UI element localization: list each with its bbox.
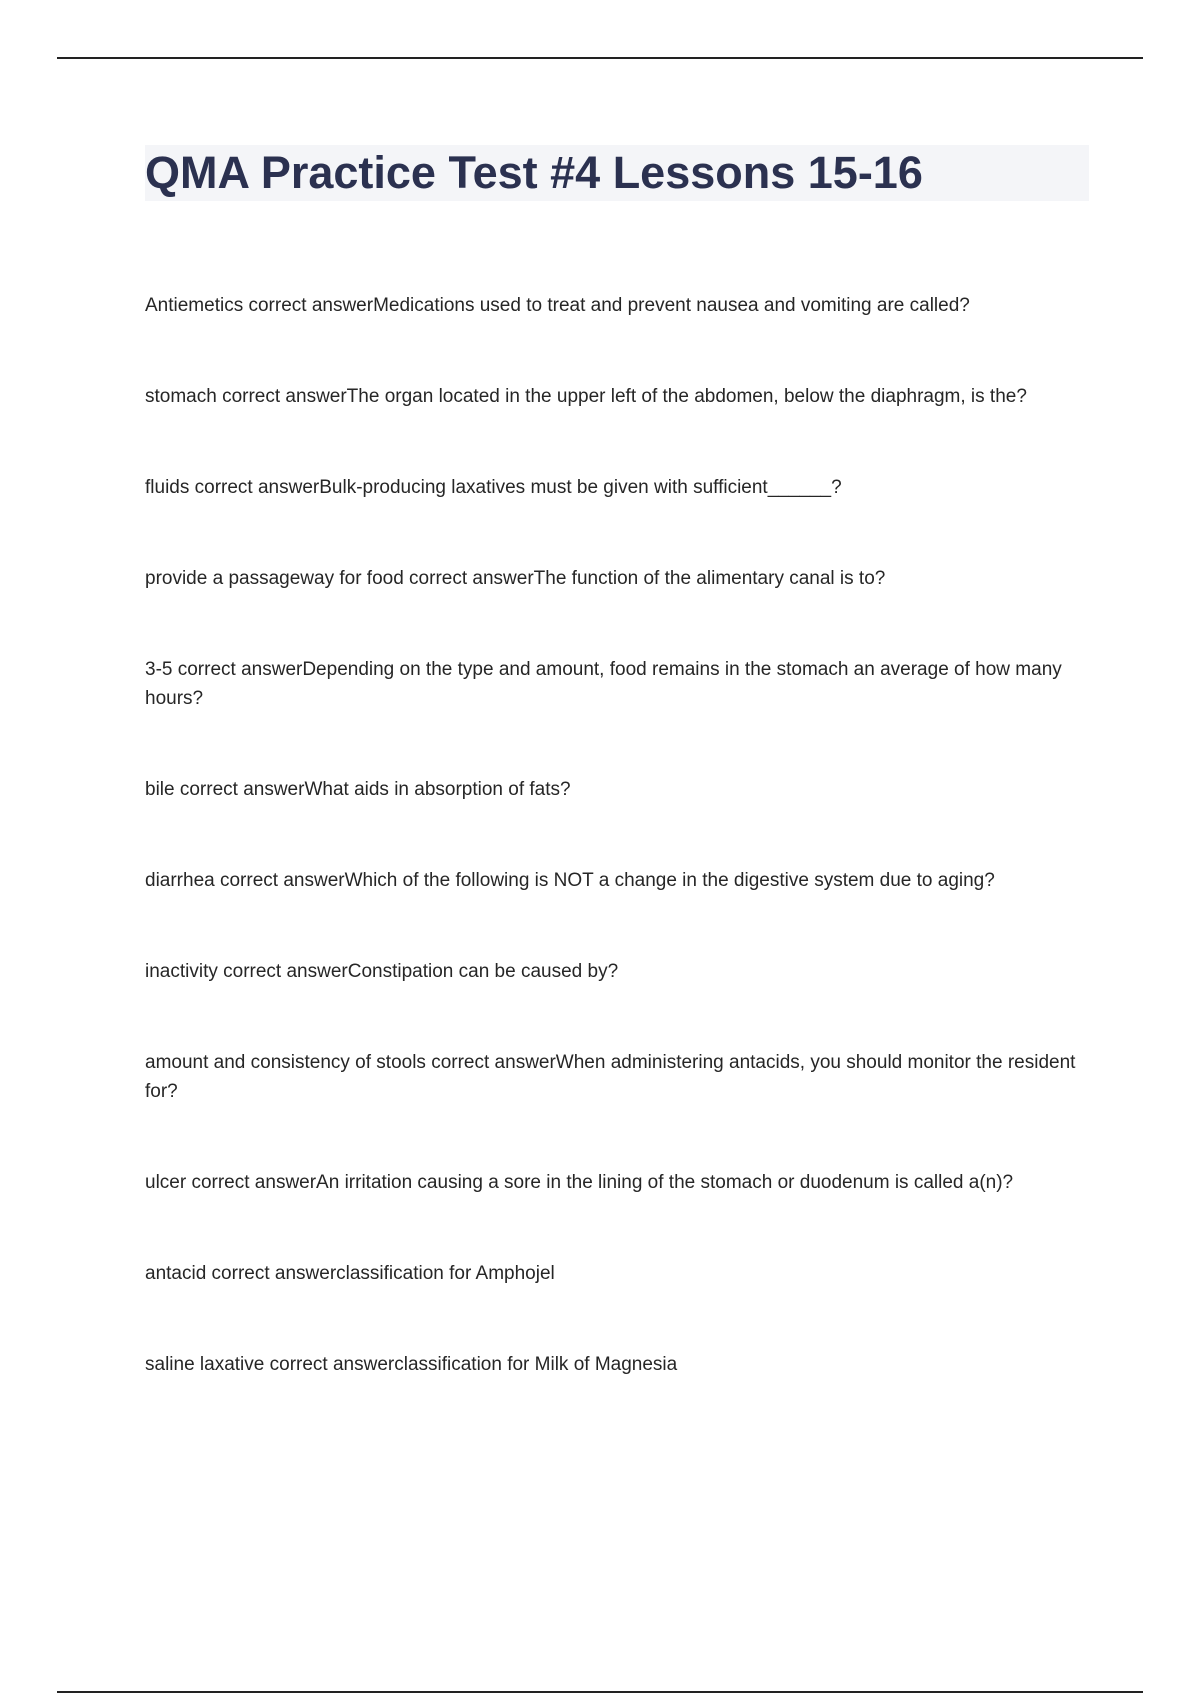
qa-item: bile correct answerWhat aids in absorption of fats? xyxy=(145,779,571,800)
qa-item: antacid correct answerclassification for Amphojel xyxy=(145,1263,555,1284)
qa-item: ulcer correct answerAn irritation causing a sore in the lining of the stomach or duodenum is called a(n)? xyxy=(145,1172,1014,1193)
qa-item: Antiemetics correct answerMedications used to treat and prevent nausea and vomiting are called? xyxy=(145,295,970,316)
header-rule xyxy=(57,57,1143,59)
qa-list xyxy=(145,291,1090,1441)
qa-item: fluids correct answerBulk-producing laxatives must be given with sufficient______? xyxy=(145,477,842,498)
qa-item: saline laxative correct answerclassification for Milk of Magnesia xyxy=(145,1354,678,1375)
qa-item: provide a passageway for food correct answerThe function of the alimentary canal is to? xyxy=(145,568,886,589)
footer-rule xyxy=(57,1691,1143,1693)
qa-item: stomach correct answerThe organ located in the upper left of the abdomen, below the diaphragm, is the? xyxy=(145,386,1027,407)
qa-item: 3-5 correct answerDepending on the type and amount, food remains in the stomach an average of how many hours? xyxy=(145,659,1062,709)
document-title: QMA Practice Test #4 Lessons 15-16 xyxy=(145,147,923,198)
qa-item: amount and consistency of stools correct answerWhen administering antacids, you should monitor the resident for? xyxy=(145,1052,1076,1102)
qa-item: inactivity correct answerConstipation can be caused by? xyxy=(145,961,619,982)
qa-item: diarrhea correct answerWhich of the following is NOT a change in the digestive system due to aging? xyxy=(145,870,995,891)
